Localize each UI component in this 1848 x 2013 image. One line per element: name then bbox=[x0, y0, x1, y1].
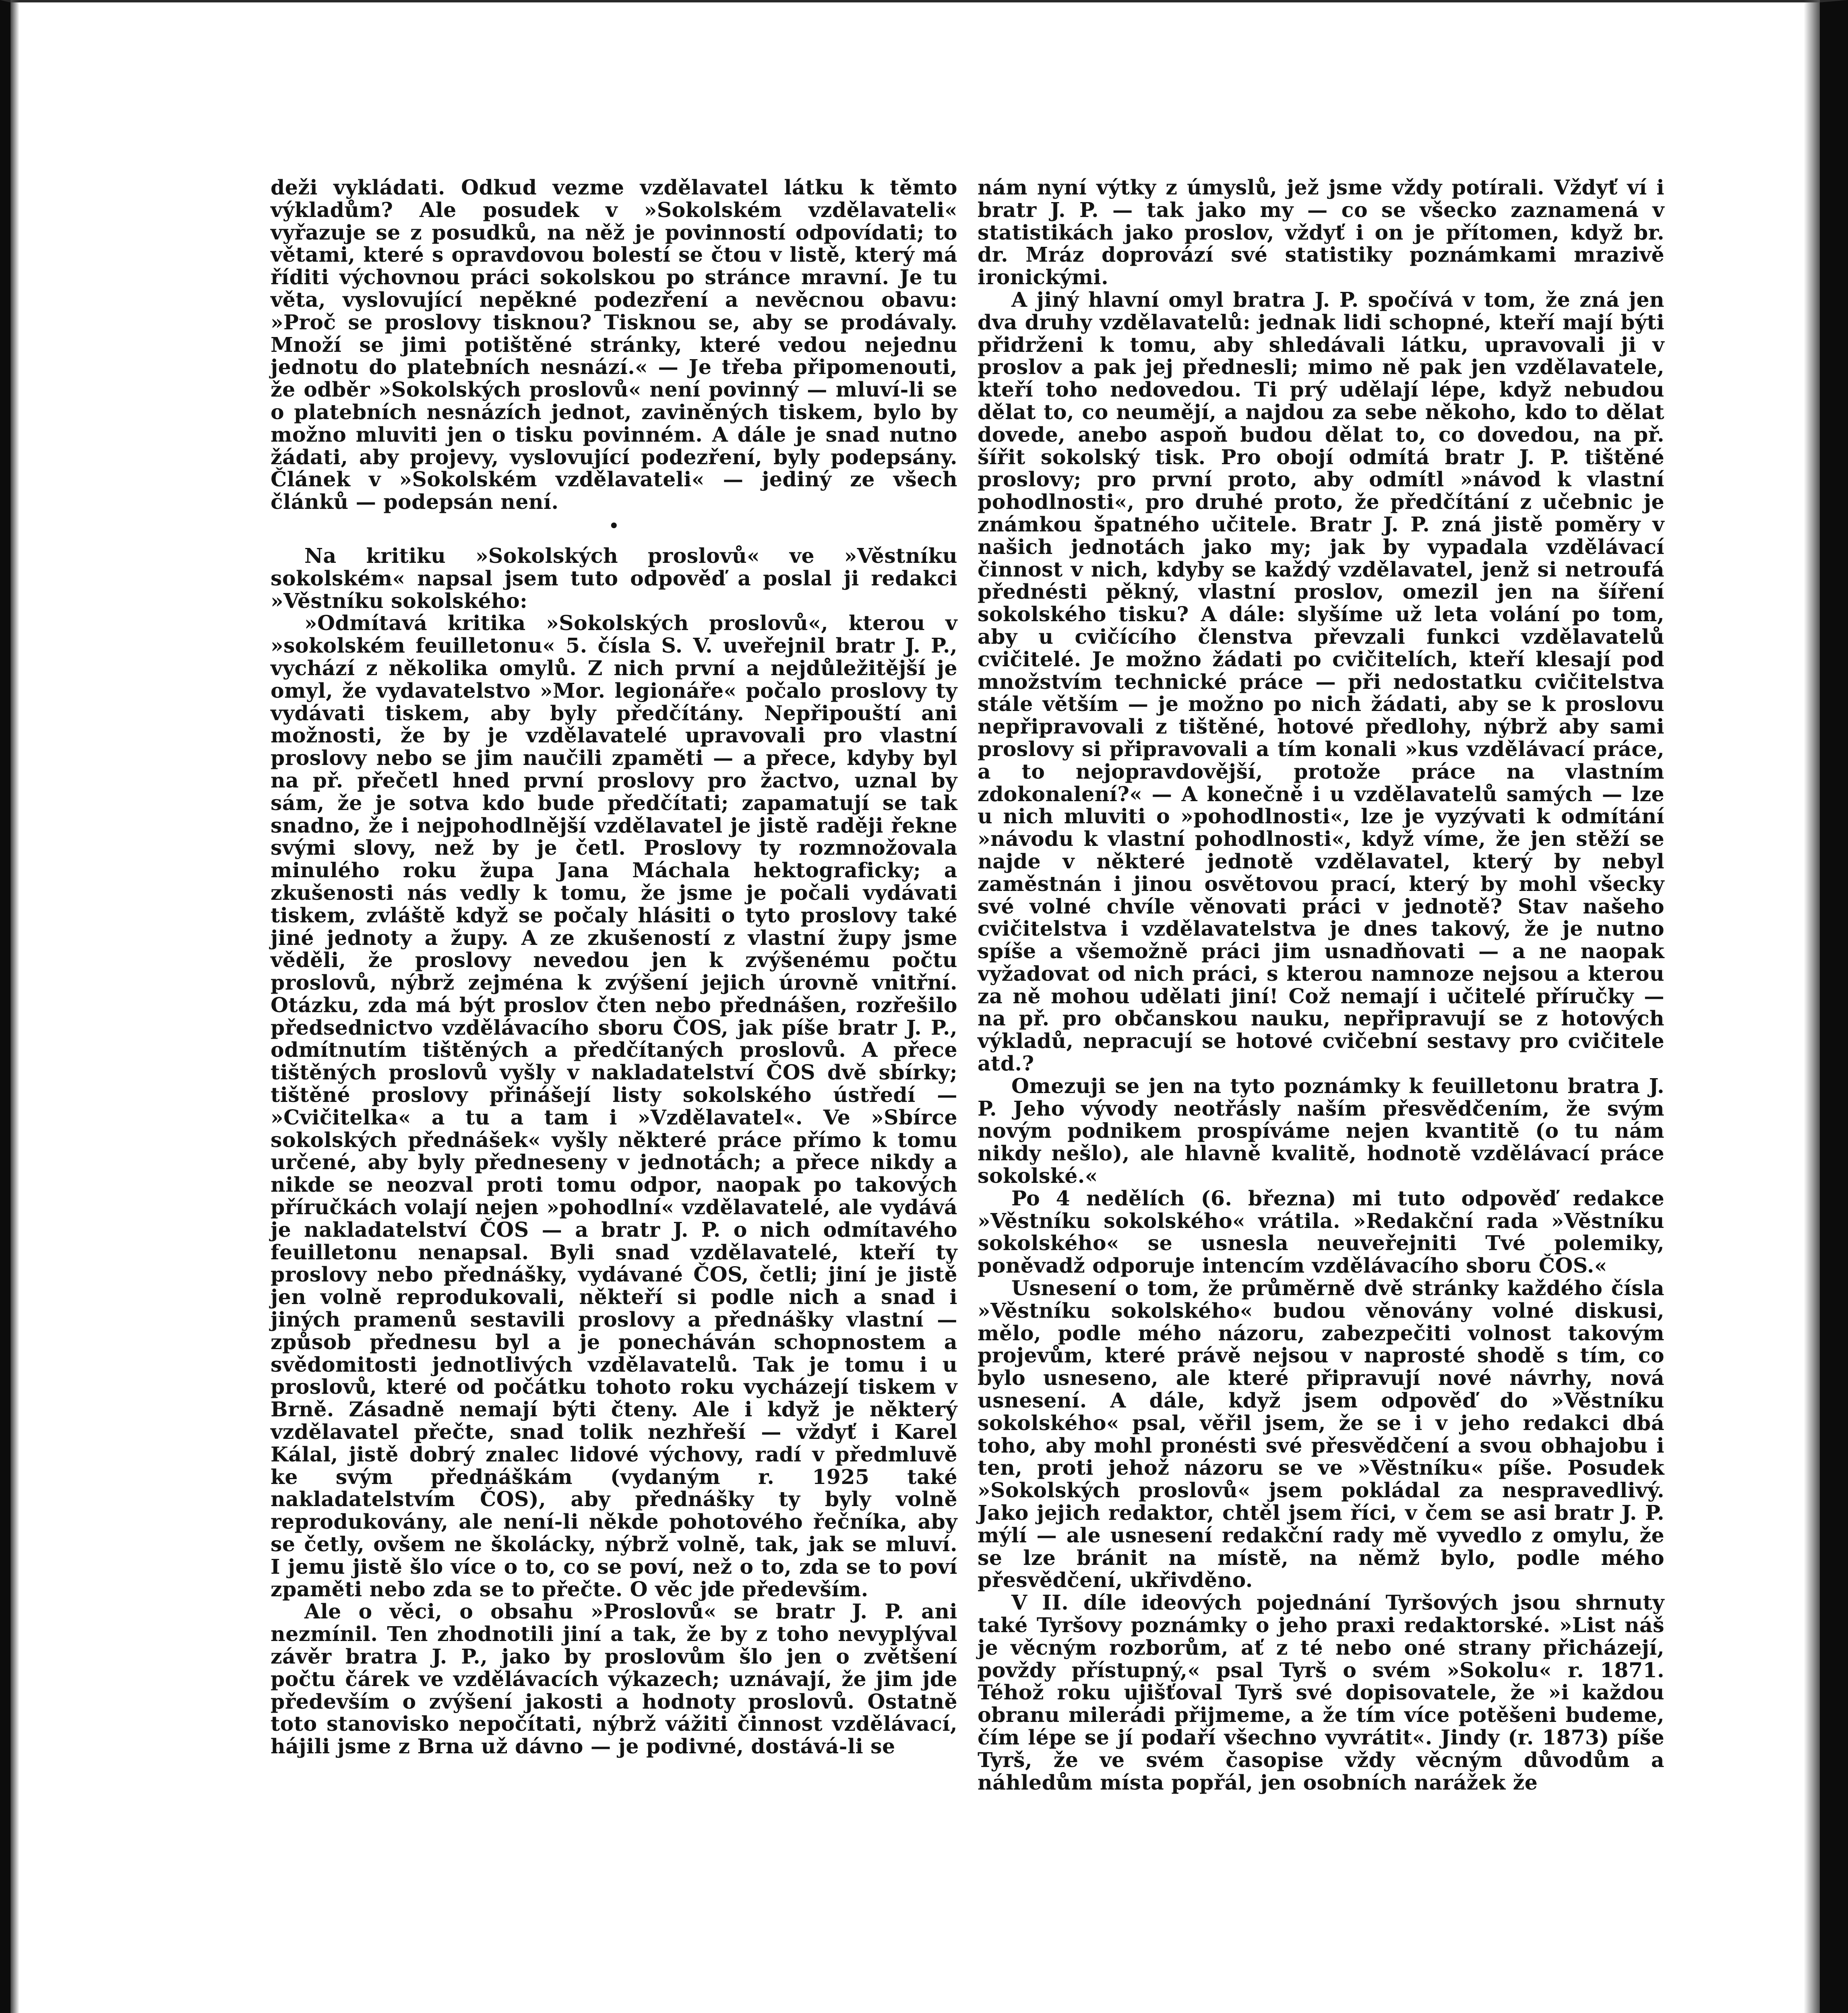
paragraph: deži vykládati. Odkud vezme vzdělavatel látku k těmto výkladům? Ale posudek v »Sokolském vzdělavateli« vyřazuje se z posudků, na něž je povinností odpovídati; to větami, které s opravdovou bolestí se čtou v listě, který má říditi výchovnou práci sokolskou po stránce mravní. Je tu věta, vyslovující nepěkné podezření a nevěcnou obavu: »Proč se proslovy tisknou? Tisknou se, aby se prodávaly. Množí se jimi potištěné stránky, které vedou nejednu jednotu do platebních nesnází.« — Je třeba připomenouti, že odběr »Sokolských proslovů« není povinný — mluví-li se o platebních nesnázích jednot, zaviněných tiskem, bylo by možno mluviti jen o tisku povinném. A dále je snad nutno žádati, aby projevy, vyslovující podezření, byly podepsány. Článek v »Sokolském vzdělavateli« — jediný ze všech článků — podepsán není. bbox=[271, 176, 957, 514]
paragraph: Usnesení o tom, že průměrně dvě stránky každého čísla »Věstníku sokolského« budou věnovány volné diskusi, mělo, podle mého názoru, zabezpečiti volnost takovým projevům, které právě nejsou v naprosté shodě s tím, co bylo usneseno, ale které připravují nové návrhy, nová usnesení. A dále, když jsem odpověď do »Věstníku sokolského« psal, věřil jsem, že se i v jeho redakci dbá toho, aby mohl pronésti své přesvědčení a svou obhajobu i ten, proti jehož názoru se ve »Věstníku« píše. Posudek »Sokolských proslovů« jsem pokládal za nespravedlivý. Jako jejich redaktor, chtěl jsem říci, v čem se asi bratr J. P. mýlí — ale usnesení redakční rady mě vyvedlo z omylu, že se lze bránit na místě, na němž bylo, podle mého přesvědčení, ukřivděno. bbox=[978, 1276, 1664, 1592]
paragraph: Ale o věci, o obsahu »Proslovů« se bratr J. P. ani nezmínil. Ten zhodnotili jiní a tak, že by z toho nevyplýval závěr bratra J. P., jako by proslovům šlo jen o zvětšení počtu čárek ve vzdělávacích výkazech; uznávají, že jim jde především o zvýšení jakosti a hodnoty proslovů. Ostatně toto stanovisko nepočítati, nýbrž vážiti činnost vzdělávací, hájili jsme z Brna už dávno — je podivné, dostává-li se bbox=[271, 1600, 957, 1759]
section-separator: • bbox=[609, 516, 619, 535]
paragraph: »Odmítavá kritika »Sokolských proslovů«, kterou v »sokolském feuilletonu« 5. čísla S. V. uveřejnil bratr J. P., vychází z několika omylů. Z nich první a nejdůležitější je omyl, že vydavatelstvo »Mor. legionáře« počalo proslovy ty vydávati tiskem, aby byly předčítány. Nepřipouští ani možnosti, že by je vzdělavatelé upravovali pro vlastní proslovy nebo se jim naučili zpaměti — a přece, kdyby byl na př. přečetl hned první proslovy pro žactvo, uznal by sám, že je sotva kdo bude předčítati; zapamatují se tak snadno, že i nejpohodlnější vzdělavatel je jistě raději řekne svými slovy, než by je četl. Proslovy ty rozmnožovala minulého roku župa Jana Máchala hektograficky; a zkušenosti nás vedly k tomu, že jsme je počali vydávati tiskem, zvláště když se počaly hlásiti o tyto proslovy také jiné jednoty a župy. A ze zkušeností z vlastní župy jsme věděli, že proslovy nevedou jen k zvýšenému počtu proslovů, nýbrž zejména k zvýšení jejich úrovně vnitřní. Otázku, zda má být proslov čten nebo přednášen, rozřešilo předsednictvo vzdělávacího sboru ČOS, jak píše bratr J. P., odmítnutím tištěných a předčítaných proslovů. A přece tištěných proslovů vyšly v nakladatelství ČOS dvě sbírky; tištěné proslovy přinášejí listy sokolského ústředí — »Cvičitelka« a tu a tam i »Vzdělavatel«. Ve »Sbírce sokolských přednášek« vyšly některé práce přímo k tomu určené, aby byly předneseny v jednotách; a přece nikdy a nikde se neozval proti tomu odpor, naopak po takových příručkách volají nejen »pohodlní« vzdělavatelé, ale vydává je nakladatelství ČOS — a bratr J. P. o nich odmítavého feuilletonu nenapsal. Byli snad vzdělavatelé, kteří ty proslovy nebo přednášky, vydávané ČOS, četli; jiní je jistě jen volně reprodukovali, někteří si podle nich a snad i jiných pramenů sestavili proslovy a přednášky vlastní — způsob přednesu byl a je ponecháván schopnostem a svědomitosti jednotlivých vzdělavatelů. Tak je tomu i u proslovů, které od počátku tohoto roku vycházejí tiskem v Brně. Zásadně nemají býti čteny. Ale i když je některý vzdělavatel přečte, snad tolik nezhřeší — vždyť i Karel Kálal, jistě dobrý znalec lidové výchovy, radí v předmluvě ke svým přednáškám (vydaným r. 1925 také nakladatelstvím ČOS), aby přednášky ty byly volně reprodukovány, ale není-li někde pohotového řečníka, aby se četly, ovšem ne školácky, nýbrž volně, tak, jak se mluví. I jemu jistě šlo více o to, co se poví, než o to, zda se to poví zpaměti nebo zda se to přečte. O věc jde především. bbox=[271, 611, 957, 1601]
paragraph: Po 4 nedělích (6. března) mi tuto odpověď redakce »Věstníku sokolského« vrátila. »Redakční rada »Věstníku sokolského« se usnesla neuveřejniti Tvé polemiky, poněvadž odporuje intencím vzdělávacího sboru ČOS.« bbox=[978, 1186, 1664, 1278]
paragraph: V II. díle ideových pojednání Tyršových jsou shrnuty také Tyršovy poznámky o jeho praxi redaktorské. »List náš je věcným rozborům, ať z té nebo oné strany přicházejí, povždy přístupný,« psal Tyrš o svém »Sokolu« r. 1871. Téhož roku ujišťoval Tyrš své dopisovatele, že »i každou obranu milerádi přijmeme, a že tím více potěšeni budeme, čím lépe se jí podaří všechno vyvrátit«. Jindy (r. 1873) píše Tyrš, že ve svém časopise vždy věcným důvodům a náhledům místa popřál, jen osobních narážek že bbox=[978, 1591, 1664, 1794]
scan-shadow-right bbox=[1804, 0, 1820, 2013]
paragraph: Na kritiku »Sokolských proslovů« ve »Věstníku sokolském« napsal jsem tuto odpověď a poslal ji redakci »Věstníku sokolského: bbox=[271, 544, 957, 613]
paragraph: A jiný hlavní omyl bratra J. P. spočívá v tom, že zná jen dva druhy vzdělavatelů: jednak lidi schopné, kteří mají býti přidrženi k tomu, aby shledávali látku, upravovali ji v proslov a pak jej přednesli; mimo ně pak jen vzdělavatele, kteří toho nedovedou. Ti prý udělají lépe, když nebudou dělat to, co neumějí, a najdou za sebe někoho, kdo to dělat dovede, anebo aspoň budou dělat to, co dovedou, na př. šířit sokolský tisk. Pro obojí odmítá bratr J. P. tištěné proslovy; pro první proto, aby odmítl »návod k vlastní pohodlnosti«, pro druhé proto, že předčítání z učebnic je známkou špatného učitele. Bratr J. P. zná jistě poměry v našich jednotách jako my; jak by vypadala vzdělávací činnost v nich, kdyby se každý vzdělavatel, jenž si netroufá přednésti pěkný, vlastní proslov, omezil jen na šíření sokolského tisku? A dále: slyšíme už leta volání po tom, aby u cvičícího členstva převzali funkci vzdělavatelů cvičitelé. Je možno žádati po cvičitelích, kteří klesají pod množstvím technické práce — při nedostatku cvičitelstva stále větším — je možno po nich žádati, aby se k proslovu nepřipravovali z tištěné, hotové předlohy, nýbrž aby sami proslovy si připravovali a tím konali »kus vzdělávací práce, a to nejopravdovější, protože práce na vlastním zdokonalení?« — A konečně i u vzdělavatelů samých — lze u nich mluviti o »pohodlnosti«, lze je vyzývati k odmítání »návodu k vlastní pohodlnosti«, když víme, že jen stěží se najde v některé jednotě vzdělavatel, který by nebyl zaměstnán i jinou osvětovou prací, který by mohl všecky své volné chvíle věnovati práci v jednotě? Stav našeho cvičitelstva i vzdělavatelstva je dnes takový, že je nutno spíše a všemožně práci jim usnadňovati — a ne naopak vyžadovat od nich práci, s kterou namnoze nejsou a kterou za ně mohou udělati jiní! Což nemají i učitelé příručky — na př. pro občanskou nauku, nepřipravují se z hotových výkladů, nepracují se hotové cvičební sestavy pro cvičitele atd.? bbox=[978, 287, 1664, 1076]
left-column bbox=[271, 176, 957, 1758]
paragraph: nám nyní výtky z úmyslů, jež jsme vždy potírali. Vždyť ví i bratr J. P. — tak jako my — co se všecko zaznamená v statistikách jako proslov, vždyť i on je přítomen, když br. dr. Mráz doprovází své statistiky poznámkami mrazivě ironickými. bbox=[978, 176, 1664, 289]
right-column bbox=[978, 176, 1664, 1794]
paragraph: Omezuji se jen na tyto poznámky k feuilletonu bratra J. P. Jeho vývody neotřásly naším přesvědčením, že svým novým podnikem prospíváme nejen kvantitě (o tu nám nikdy nešlo), ale hlavně kvalitě, hodnotě vzdělávací práce sokolské.« bbox=[978, 1074, 1664, 1188]
scan-shadow-left bbox=[10, 0, 19, 2013]
